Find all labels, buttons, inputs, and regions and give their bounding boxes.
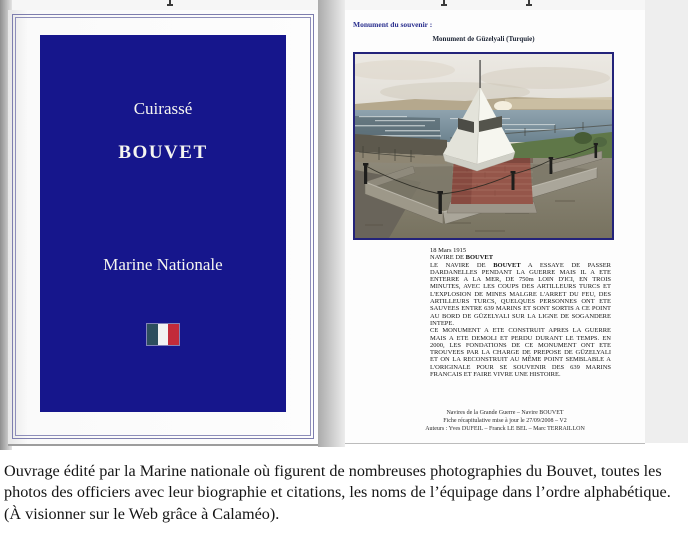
french-flag-icon <box>147 324 179 345</box>
monument-photo-illustration <box>355 54 612 238</box>
monument-photo <box>353 52 614 240</box>
para1-rest: A ESSAYE DE PASSER DARDANELLES PENDANT LA GUERRE MAIS IL A ETE ENTERRE A LA MER, DE 750m LOIN D'ICI, EN TROIS MINUTES, AVEC LES COUPS DES ARTILLEURS TURCS ET L'EXPLOSION DE MINES MALGRE L'ARRET DU FEU, DES ARTILLEURS TURCS, QUELQUES PERSONNES ONT ETE SAUVEES ENTRE 639 MARINS ET SONT SORTIS A CE POINT AU BORD DE GÜZELYALI SUR LA LIGNE DE SOGANDERE INTEPE. <box>430 261 611 327</box>
flag-blue-band <box>147 324 158 345</box>
ship-line <box>430 254 611 261</box>
monument-fiche-page <box>345 10 645 444</box>
para1-ship-name: BOUVET <box>493 261 521 269</box>
cover-title-line1: Cuirassé <box>133 99 193 118</box>
cover-title-ship-name: BOUVET <box>118 142 208 163</box>
description-paragraph-2: CE MONUMENT A ETE CONSTRUIT APRES LA GUERRE MAIS A ETE DEMOLI ET PERDU DURANT LE TEMPS. EN 2000, LES FONDATIONS DE CE MONUMENT ONT ETE TROUVEES PAR LA CHARGE DE PREPOSE DE GÜZELYALI ET ON LA RECONSTRUIT AU MÊME POINT SEMBLABLE A L'ORIGINALE POUR SE SOUVENIR DES 639 MARINS FRANCAIS ET FAIRE VIVRE UNE HISTOIRE. <box>430 327 611 379</box>
cropped-text-fragment <box>526 0 533 7</box>
book-cover-page <box>8 10 318 446</box>
flag-red-band <box>168 324 179 345</box>
description-paragraph-1 <box>430 262 611 328</box>
ship-name: BOUVET <box>465 254 494 262</box>
scan-background-right <box>645 0 688 443</box>
cropped-text-fragment <box>167 0 174 7</box>
footer-version-line: Fiche récapitulative mise à jour le 27/09/2008 – V2 <box>443 417 567 424</box>
footer-authors-line: Auteurs : Yves DUFEIL – Franck LE BEL – Marc TERRAILLON <box>425 425 585 432</box>
photo-caption: Monument de Güzelyali (Turquie) <box>432 35 535 43</box>
section-header: Monument du souvenir : <box>353 20 433 29</box>
fiche-footer <box>375 410 635 434</box>
flag-white-band <box>158 324 169 345</box>
ship-line-prefix: NAVIRE DE <box>430 254 466 262</box>
para1-prefix: LE NAVIRE DE <box>430 261 494 269</box>
footer-series-line: Navires de la Grande Guerre – Navire BOUVET <box>446 410 564 416</box>
cropped-text-fragment <box>441 0 448 7</box>
cover-title-line3: Marine Nationale <box>103 255 223 274</box>
date-line: 18 Mars 1915 <box>430 247 467 254</box>
scan-background-middle <box>318 0 345 447</box>
monument-description <box>430 247 611 378</box>
page-caption: Ouvrage édité par la Marine nationale où figurent de nombreuses photographies du Bouvet, toutes les photos des officiers avec leur biographie et citations, les noms de l’équipage dans l’ordre alphabétique. (À visionner sur le Web grâce à Calaméo). <box>4 462 671 523</box>
cover-navy-panel <box>40 35 286 412</box>
